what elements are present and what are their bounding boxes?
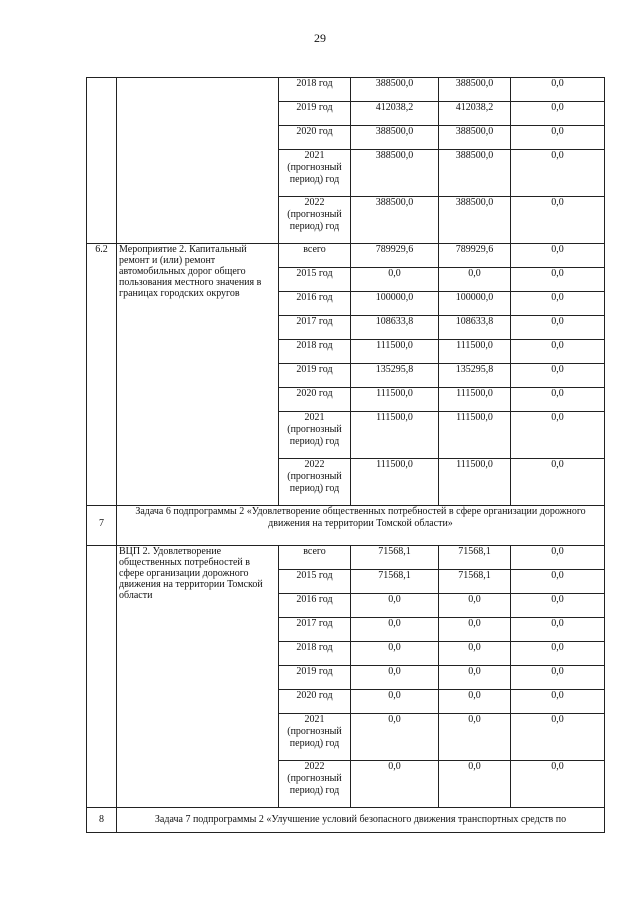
total-cell: 0,0 (351, 666, 439, 690)
other-cell: 0,0 (511, 618, 605, 642)
other-cell: 0,0 (511, 316, 605, 340)
other-cell: 0,0 (511, 412, 605, 459)
other-cell: 0,0 (511, 292, 605, 316)
other-cell: 0,0 (511, 364, 605, 388)
period-cell: 2020 год (279, 126, 351, 150)
total-cell: 0,0 (351, 268, 439, 292)
regional-cell: 100000,0 (439, 292, 511, 316)
table-row (87, 78, 605, 102)
period-cell: 2022 (прогнозный период) год (279, 459, 351, 506)
task-title: Задача 7 подпрограммы 2 «Улучшение условий безопасного движения транспортных средств по (117, 808, 605, 833)
period-cell: 2017 год (279, 316, 351, 340)
period-cell: всего (279, 546, 351, 570)
period-cell: 2016 год (279, 292, 351, 316)
task-row (87, 808, 605, 833)
regional-cell: 71568,1 (439, 546, 511, 570)
total-cell: 100000,0 (351, 292, 439, 316)
total-cell: 412038,2 (351, 102, 439, 126)
period-cell: 2022 (прогнозный период) год (279, 761, 351, 808)
table-row (87, 546, 605, 570)
period-cell: 2019 год (279, 102, 351, 126)
total-cell: 0,0 (351, 714, 439, 761)
other-cell: 0,0 (511, 197, 605, 244)
other-cell: 0,0 (511, 761, 605, 808)
period-cell: 2021 (прогнозный период) год (279, 714, 351, 761)
regional-cell: 0,0 (439, 761, 511, 808)
total-cell: 111500,0 (351, 412, 439, 459)
number-cell: 8 (87, 808, 117, 833)
total-cell: 111500,0 (351, 388, 439, 412)
total-cell: 388500,0 (351, 126, 439, 150)
other-cell: 0,0 (511, 546, 605, 570)
total-cell: 71568,1 (351, 546, 439, 570)
regional-cell: 0,0 (439, 642, 511, 666)
description-cell: Мероприятие 2. Капитальный ремонт и (или) ремонт автомобильных дорог общего пользования местного значения в границах городских округов (117, 244, 279, 506)
regional-cell: 0,0 (439, 618, 511, 642)
period-cell: всего (279, 244, 351, 268)
total-cell: 135295,8 (351, 364, 439, 388)
total-cell: 108633,8 (351, 316, 439, 340)
period-cell: 2018 год (279, 340, 351, 364)
regional-cell: 388500,0 (439, 150, 511, 197)
regional-cell: 0,0 (439, 594, 511, 618)
regional-cell: 412038,2 (439, 102, 511, 126)
page-number: 29 (314, 31, 326, 45)
period-cell: 2017 год (279, 618, 351, 642)
regional-cell: 388500,0 (439, 78, 511, 102)
other-cell: 0,0 (511, 666, 605, 690)
period-cell: 2015 год (279, 268, 351, 292)
other-cell: 0,0 (511, 126, 605, 150)
period-cell: 2019 год (279, 666, 351, 690)
regional-cell: 388500,0 (439, 197, 511, 244)
total-cell: 0,0 (351, 594, 439, 618)
period-cell: 2022 (прогнозный период) год (279, 197, 351, 244)
other-cell: 0,0 (511, 102, 605, 126)
total-cell: 388500,0 (351, 78, 439, 102)
table-row (87, 244, 605, 268)
period-cell: 2018 год (279, 78, 351, 102)
regional-cell: 135295,8 (439, 364, 511, 388)
total-cell: 388500,0 (351, 197, 439, 244)
total-cell: 111500,0 (351, 459, 439, 506)
regional-cell: 0,0 (439, 690, 511, 714)
other-cell: 0,0 (511, 78, 605, 102)
total-cell: 388500,0 (351, 150, 439, 197)
regional-cell: 0,0 (439, 268, 511, 292)
other-cell: 0,0 (511, 594, 605, 618)
number-cell: 7 (87, 506, 117, 546)
total-cell: 0,0 (351, 618, 439, 642)
period-cell: 2020 год (279, 388, 351, 412)
regional-cell: 789929,6 (439, 244, 511, 268)
total-cell: 0,0 (351, 690, 439, 714)
total-cell: 789929,6 (351, 244, 439, 268)
total-cell: 0,0 (351, 761, 439, 808)
other-cell: 0,0 (511, 268, 605, 292)
period-cell: 2021 (прогнозный период) год (279, 412, 351, 459)
regional-cell: 71568,1 (439, 570, 511, 594)
other-cell: 0,0 (511, 459, 605, 506)
period-cell: 2019 год (279, 364, 351, 388)
regional-cell: 0,0 (439, 666, 511, 690)
regional-cell: 111500,0 (439, 388, 511, 412)
period-cell: 2021 (прогнозный период) год (279, 150, 351, 197)
regional-cell: 388500,0 (439, 126, 511, 150)
total-cell: 71568,1 (351, 570, 439, 594)
description-cell (117, 78, 279, 244)
budget-table (86, 77, 605, 833)
task-title: Задача 6 подпрограммы 2 «Удовлетворение общественных потребностей в сфере организации дорожного движения на территории Томской области» (117, 506, 605, 546)
regional-cell: 111500,0 (439, 340, 511, 364)
regional-cell: 111500,0 (439, 412, 511, 459)
other-cell: 0,0 (511, 150, 605, 197)
number-cell (87, 78, 117, 244)
task-row (87, 506, 605, 546)
other-cell: 0,0 (511, 690, 605, 714)
other-cell: 0,0 (511, 388, 605, 412)
description-cell: ВЦП 2. Удовлетворение общественных потребностей в сфере организации дорожного движения на территории Томской области (117, 546, 279, 808)
regional-cell: 108633,8 (439, 316, 511, 340)
regional-cell: 111500,0 (439, 459, 511, 506)
total-cell: 111500,0 (351, 340, 439, 364)
total-cell: 0,0 (351, 642, 439, 666)
period-cell: 2018 год (279, 642, 351, 666)
period-cell: 2015 год (279, 570, 351, 594)
other-cell: 0,0 (511, 570, 605, 594)
other-cell: 0,0 (511, 642, 605, 666)
number-cell: 6.2 (87, 244, 117, 506)
other-cell: 0,0 (511, 244, 605, 268)
regional-cell: 0,0 (439, 714, 511, 761)
other-cell: 0,0 (511, 714, 605, 761)
other-cell: 0,0 (511, 340, 605, 364)
number-cell (87, 546, 117, 808)
period-cell: 2016 год (279, 594, 351, 618)
period-cell: 2020 год (279, 690, 351, 714)
